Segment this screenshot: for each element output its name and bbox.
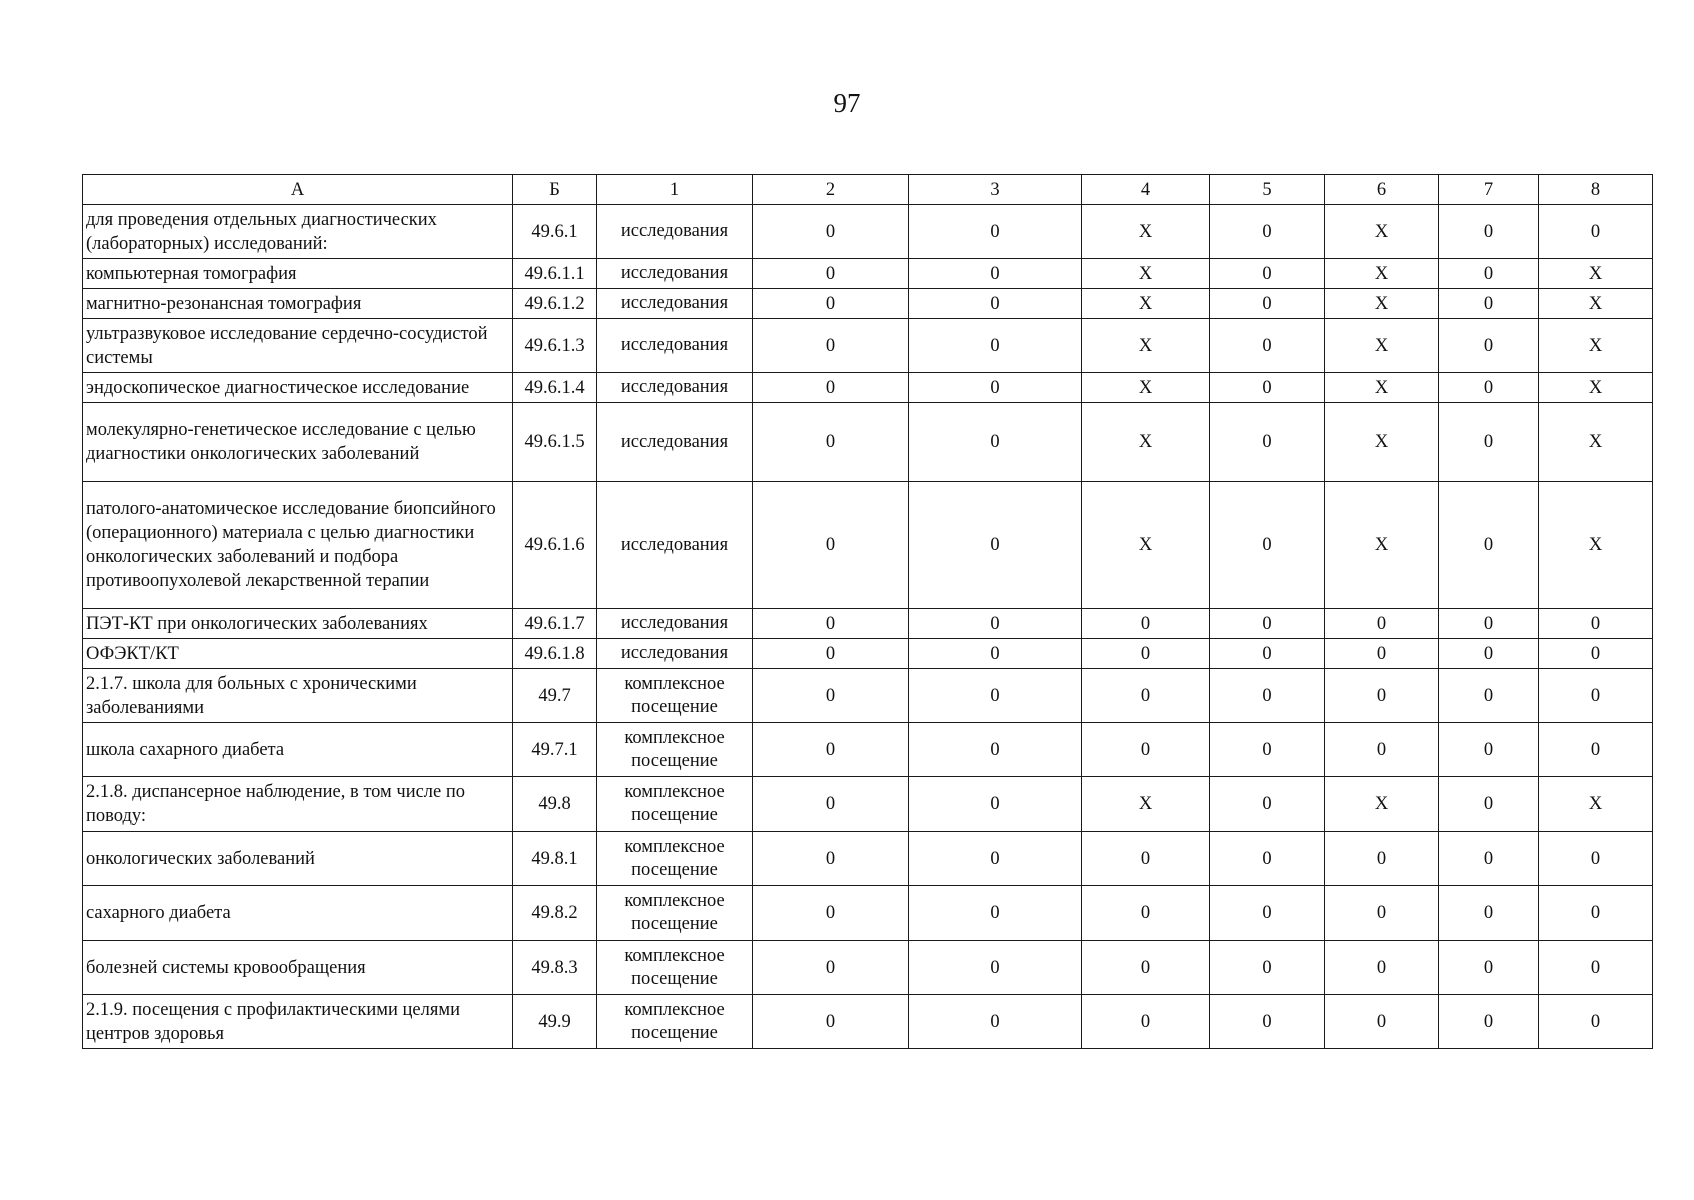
row-value-col-4: 0 (1082, 639, 1210, 669)
row-value-col-5: 0 (1210, 403, 1325, 482)
row-value-col-4: X (1082, 205, 1210, 259)
row-value-col-7: 0 (1439, 259, 1539, 289)
table-row (83, 259, 1653, 289)
row-value-col-8: 0 (1539, 723, 1653, 777)
table-row (83, 669, 1653, 723)
table-row (83, 482, 1653, 609)
row-value-col-7: 0 (1439, 639, 1539, 669)
column-header-6: 6 (1325, 175, 1439, 205)
row-value-col-8: X (1539, 319, 1653, 373)
row-value-col-7: 0 (1439, 723, 1539, 777)
row-name: болезней системы кровообращения (83, 941, 513, 995)
row-value-col-2: 0 (753, 941, 909, 995)
row-code: 49.6.1.5 (513, 403, 597, 482)
row-value-col-3: 0 (909, 639, 1082, 669)
column-header-5: 5 (1210, 175, 1325, 205)
row-unit: исследования (597, 403, 753, 482)
row-code: 49.6.1.7 (513, 609, 597, 639)
row-unit: исследования (597, 289, 753, 319)
row-value-col-2: 0 (753, 669, 909, 723)
row-value-col-3: 0 (909, 995, 1082, 1049)
row-value-col-4: X (1082, 319, 1210, 373)
row-value-col-3: 0 (909, 669, 1082, 723)
row-value-col-3: 0 (909, 319, 1082, 373)
row-value-col-7: 0 (1439, 319, 1539, 373)
row-value-col-6: X (1325, 403, 1439, 482)
row-value-col-7: 0 (1439, 886, 1539, 941)
row-value-col-5: 0 (1210, 639, 1325, 669)
row-unit: комплексное посещение (597, 777, 753, 832)
row-value-col-2: 0 (753, 995, 909, 1049)
table-row (83, 403, 1653, 482)
row-value-col-8: 0 (1539, 205, 1653, 259)
row-name: патолого-анатомическое исследование биопсийного (операционного) материала с целью диагностики онкологических заболеваний и подбора противоопухолевой лекарственной терапии (83, 482, 513, 609)
table-row (83, 639, 1653, 669)
row-value-col-4: X (1082, 373, 1210, 403)
row-name: 2.1.8. диспансерное наблюдение, в том числе по поводу: (83, 777, 513, 832)
row-value-col-4: 0 (1082, 669, 1210, 723)
row-value-col-6: X (1325, 205, 1439, 259)
table-row (83, 995, 1653, 1049)
row-unit: исследования (597, 259, 753, 289)
row-value-col-8: X (1539, 373, 1653, 403)
row-value-col-2: 0 (753, 403, 909, 482)
table-row (83, 319, 1653, 373)
column-header-3: 3 (909, 175, 1082, 205)
row-code: 49.6.1.2 (513, 289, 597, 319)
row-value-col-5: 0 (1210, 259, 1325, 289)
table-body (83, 205, 1653, 1049)
row-value-col-5: 0 (1210, 832, 1325, 886)
row-name: 2.1.9. посещения с профилактическими целями центров здоровья (83, 995, 513, 1049)
row-name: ОФЭКТ/КТ (83, 639, 513, 669)
row-value-col-7: 0 (1439, 777, 1539, 832)
row-value-col-7: 0 (1439, 941, 1539, 995)
row-value-col-2: 0 (753, 609, 909, 639)
row-code: 49.6.1.4 (513, 373, 597, 403)
row-unit: исследования (597, 482, 753, 609)
row-value-col-2: 0 (753, 319, 909, 373)
row-value-col-6: 0 (1325, 886, 1439, 941)
row-code: 49.8 (513, 777, 597, 832)
row-name: компьютерная томография (83, 259, 513, 289)
row-value-col-3: 0 (909, 777, 1082, 832)
row-value-col-7: 0 (1439, 995, 1539, 1049)
row-value-col-6: 0 (1325, 723, 1439, 777)
row-value-col-7: 0 (1439, 669, 1539, 723)
row-value-col-7: 0 (1439, 832, 1539, 886)
row-value-col-3: 0 (909, 941, 1082, 995)
row-value-col-8: 0 (1539, 995, 1653, 1049)
row-unit: комплексное посещение (597, 723, 753, 777)
column-header-2: 2 (753, 175, 909, 205)
row-value-col-4: X (1082, 289, 1210, 319)
row-value-col-3: 0 (909, 723, 1082, 777)
row-value-col-2: 0 (753, 832, 909, 886)
row-name: магнитно-резонансная томография (83, 289, 513, 319)
row-value-col-6: 0 (1325, 639, 1439, 669)
row-name: ультразвуковое исследование сердечно-сосудистой системы (83, 319, 513, 373)
page-number: 97 (833, 88, 861, 118)
row-unit: комплексное посещение (597, 669, 753, 723)
row-value-col-5: 0 (1210, 289, 1325, 319)
row-name: ПЭТ-КТ при онкологических заболеваниях (83, 609, 513, 639)
row-value-col-7: 0 (1439, 373, 1539, 403)
row-value-col-4: X (1082, 482, 1210, 609)
row-value-col-2: 0 (753, 723, 909, 777)
row-value-col-6: 0 (1325, 941, 1439, 995)
row-value-col-8: 0 (1539, 941, 1653, 995)
row-value-col-5: 0 (1210, 609, 1325, 639)
column-header-8: 8 (1539, 175, 1653, 205)
row-value-col-8: X (1539, 777, 1653, 832)
row-value-col-6: X (1325, 777, 1439, 832)
row-value-col-7: 0 (1439, 609, 1539, 639)
data-table (82, 174, 1653, 1049)
row-value-col-8: X (1539, 482, 1653, 609)
row-value-col-4: 0 (1082, 832, 1210, 886)
row-unit: комплексное посещение (597, 832, 753, 886)
column-header-1: 1 (597, 175, 753, 205)
row-unit: исследования (597, 609, 753, 639)
row-value-col-2: 0 (753, 259, 909, 289)
row-value-col-6: X (1325, 289, 1439, 319)
row-unit: исследования (597, 373, 753, 403)
table-row (83, 723, 1653, 777)
table-row (83, 777, 1653, 832)
row-name: сахарного диабета (83, 886, 513, 941)
row-value-col-2: 0 (753, 886, 909, 941)
row-code: 49.6.1.8 (513, 639, 597, 669)
table-row (83, 941, 1653, 995)
column-header-7: 7 (1439, 175, 1539, 205)
row-value-col-6: X (1325, 373, 1439, 403)
row-value-col-5: 0 (1210, 941, 1325, 995)
row-value-col-8: 0 (1539, 669, 1653, 723)
row-value-col-2: 0 (753, 482, 909, 609)
row-unit: исследования (597, 639, 753, 669)
row-value-col-3: 0 (909, 259, 1082, 289)
row-value-col-2: 0 (753, 289, 909, 319)
row-value-col-7: 0 (1439, 403, 1539, 482)
row-name: онкологических заболеваний (83, 832, 513, 886)
row-unit: комплексное посещение (597, 941, 753, 995)
row-value-col-5: 0 (1210, 777, 1325, 832)
row-name: молекулярно-генетическое исследование с целью диагностики онкологических заболеваний (83, 403, 513, 482)
row-value-col-6: 0 (1325, 832, 1439, 886)
row-value-col-8: 0 (1539, 886, 1653, 941)
row-value-col-3: 0 (909, 832, 1082, 886)
row-value-col-4: 0 (1082, 609, 1210, 639)
row-value-col-2: 0 (753, 777, 909, 832)
row-code: 49.8.1 (513, 832, 597, 886)
row-value-col-2: 0 (753, 205, 909, 259)
row-code: 49.6.1.3 (513, 319, 597, 373)
row-value-col-3: 0 (909, 289, 1082, 319)
row-value-col-5: 0 (1210, 723, 1325, 777)
row-value-col-8: X (1539, 403, 1653, 482)
row-value-col-4: X (1082, 259, 1210, 289)
row-value-col-8: 0 (1539, 639, 1653, 669)
row-code: 49.7.1 (513, 723, 597, 777)
row-value-col-5: 0 (1210, 886, 1325, 941)
row-value-col-6: 0 (1325, 669, 1439, 723)
row-value-col-4: X (1082, 777, 1210, 832)
row-unit: комплексное посещение (597, 995, 753, 1049)
row-value-col-8: 0 (1539, 609, 1653, 639)
row-value-col-7: 0 (1439, 482, 1539, 609)
row-value-col-6: X (1325, 259, 1439, 289)
row-code: 49.6.1.1 (513, 259, 597, 289)
row-value-col-6: 0 (1325, 609, 1439, 639)
row-value-col-4: 0 (1082, 886, 1210, 941)
row-value-col-8: X (1539, 289, 1653, 319)
row-value-col-3: 0 (909, 482, 1082, 609)
column-header-a: А (83, 175, 513, 205)
row-code: 49.6.1 (513, 205, 597, 259)
row-value-col-5: 0 (1210, 482, 1325, 609)
row-code: 49.6.1.6 (513, 482, 597, 609)
row-value-col-3: 0 (909, 373, 1082, 403)
row-value-col-5: 0 (1210, 205, 1325, 259)
row-name: 2.1.7. школа для больных с хроническими заболеваниями (83, 669, 513, 723)
row-name: эндоскопическое диагностическое исследование (83, 373, 513, 403)
column-header-b: Б (513, 175, 597, 205)
table-row (83, 886, 1653, 941)
row-value-col-5: 0 (1210, 669, 1325, 723)
row-value-col-5: 0 (1210, 995, 1325, 1049)
row-value-col-4: X (1082, 403, 1210, 482)
row-value-col-8: 0 (1539, 832, 1653, 886)
row-value-col-7: 0 (1439, 289, 1539, 319)
row-code: 49.9 (513, 995, 597, 1049)
table-row (83, 289, 1653, 319)
row-name: школа сахарного диабета (83, 723, 513, 777)
row-value-col-3: 0 (909, 205, 1082, 259)
row-name: для проведения отдельных диагностических (лабораторных) исследований: (83, 205, 513, 259)
row-code: 49.8.3 (513, 941, 597, 995)
row-value-col-6: 0 (1325, 995, 1439, 1049)
row-value-col-5: 0 (1210, 319, 1325, 373)
table-row (83, 205, 1653, 259)
table-row (83, 832, 1653, 886)
table-row (83, 609, 1653, 639)
row-value-col-3: 0 (909, 609, 1082, 639)
row-value-col-7: 0 (1439, 205, 1539, 259)
row-value-col-2: 0 (753, 639, 909, 669)
row-unit: комплексное посещение (597, 886, 753, 941)
row-code: 49.8.2 (513, 886, 597, 941)
row-value-col-6: X (1325, 319, 1439, 373)
column-header-4: 4 (1082, 175, 1210, 205)
row-value-col-4: 0 (1082, 941, 1210, 995)
row-value-col-6: X (1325, 482, 1439, 609)
row-value-col-5: 0 (1210, 373, 1325, 403)
row-value-col-2: 0 (753, 373, 909, 403)
row-unit: исследования (597, 205, 753, 259)
row-value-col-8: X (1539, 259, 1653, 289)
row-value-col-3: 0 (909, 403, 1082, 482)
row-value-col-4: 0 (1082, 995, 1210, 1049)
row-code: 49.7 (513, 669, 597, 723)
row-value-col-3: 0 (909, 886, 1082, 941)
table-header-row (83, 175, 1653, 205)
row-value-col-4: 0 (1082, 723, 1210, 777)
row-unit: исследования (597, 319, 753, 373)
table-row (83, 373, 1653, 403)
